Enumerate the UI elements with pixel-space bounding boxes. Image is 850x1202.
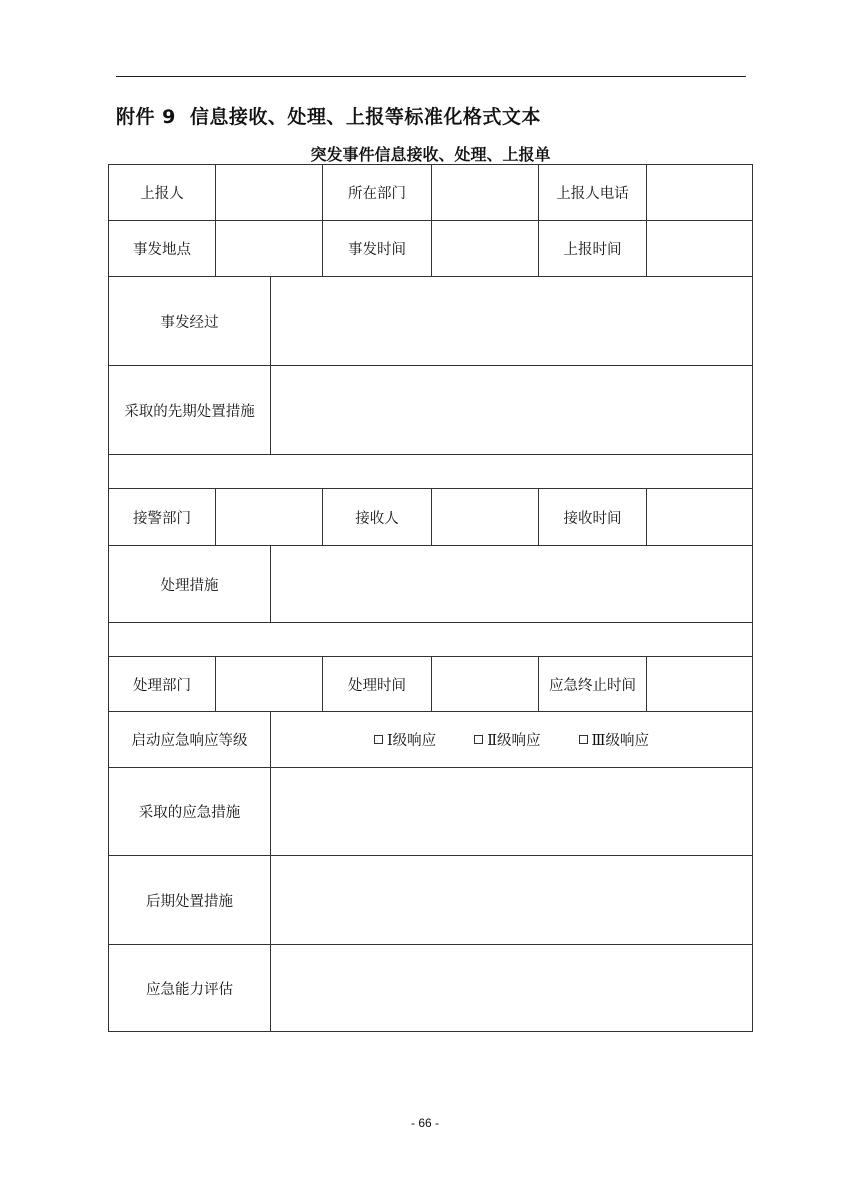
incident-location-label: 事发地点 — [108, 220, 216, 277]
incident-process-label: 事发经过 — [108, 276, 271, 366]
capability-assessment-label: 应急能力评估 — [108, 944, 271, 1032]
reporter-phone-field[interactable] — [646, 164, 753, 221]
report-time-label: 上报时间 — [538, 220, 647, 277]
reporter-phone-label: 上报人电话 — [538, 164, 647, 221]
form-title: 突发事件信息接收、处理、上报单 — [310, 145, 551, 164]
incident-location-field[interactable] — [215, 220, 323, 277]
handling-department-field[interactable] — [215, 656, 323, 712]
level-1-option[interactable] — [374, 729, 436, 750]
incident-report-form — [108, 164, 753, 1032]
response-level-label: 启动应急响应等级 — [108, 711, 271, 768]
handling-measures-field[interactable] — [270, 545, 753, 623]
page-heading — [116, 102, 541, 129]
handling-time-label: 处理时间 — [322, 656, 432, 712]
checkbox-icon[interactable] — [474, 735, 483, 744]
follow-up-measures-label: 后期处置措施 — [108, 855, 271, 945]
handling-time-field[interactable] — [431, 656, 539, 712]
follow-up-measures-field[interactable] — [270, 855, 753, 945]
initial-measures-field[interactable] — [270, 365, 753, 455]
report-time-field[interactable] — [646, 220, 753, 277]
section-separator — [108, 622, 753, 657]
capability-assessment-field[interactable] — [270, 944, 753, 1032]
emergency-measures-field[interactable] — [270, 767, 753, 856]
receiver-label: 接收人 — [322, 488, 432, 546]
reporter-field[interactable] — [215, 164, 323, 221]
page-number: - 66 - — [410, 1116, 439, 1130]
department-field[interactable] — [431, 164, 539, 221]
attachment-title: 信息接收、处理、上报等标准化格式文本 — [189, 106, 541, 128]
section-separator — [108, 454, 753, 489]
department-label: 所在部门 — [322, 164, 432, 221]
level-2-label: Ⅱ级响应 — [487, 733, 541, 749]
response-level-options — [270, 711, 753, 768]
attachment-number: 附件 9 — [116, 106, 176, 128]
receiving-department-field[interactable] — [215, 488, 323, 546]
incident-process-field[interactable] — [270, 276, 753, 366]
receive-time-label: 接收时间 — [538, 488, 647, 546]
checkbox-icon[interactable] — [579, 735, 588, 744]
level-1-label: Ⅰ级响应 — [386, 733, 437, 749]
termination-time-field[interactable] — [646, 656, 753, 712]
initial-measures-label: 采取的先期处置措施 — [108, 365, 271, 455]
handling-department-label: 处理部门 — [108, 656, 216, 712]
level-3-label: Ⅲ级响应 — [591, 733, 650, 749]
reporter-label: 上报人 — [108, 164, 216, 221]
level-3-option[interactable] — [579, 729, 649, 750]
receive-time-field[interactable] — [646, 488, 753, 546]
receiver-field[interactable] — [431, 488, 539, 546]
level-2-option[interactable] — [474, 729, 540, 750]
header-rule — [116, 76, 746, 77]
emergency-measures-label: 采取的应急措施 — [108, 767, 271, 856]
incident-time-label: 事发时间 — [322, 220, 432, 277]
incident-time-field[interactable] — [431, 220, 539, 277]
checkbox-icon[interactable] — [374, 735, 383, 744]
handling-measures-label: 处理措施 — [108, 545, 271, 623]
receiving-department-label: 接警部门 — [108, 488, 216, 546]
termination-time-label: 应急终止时间 — [538, 656, 647, 712]
